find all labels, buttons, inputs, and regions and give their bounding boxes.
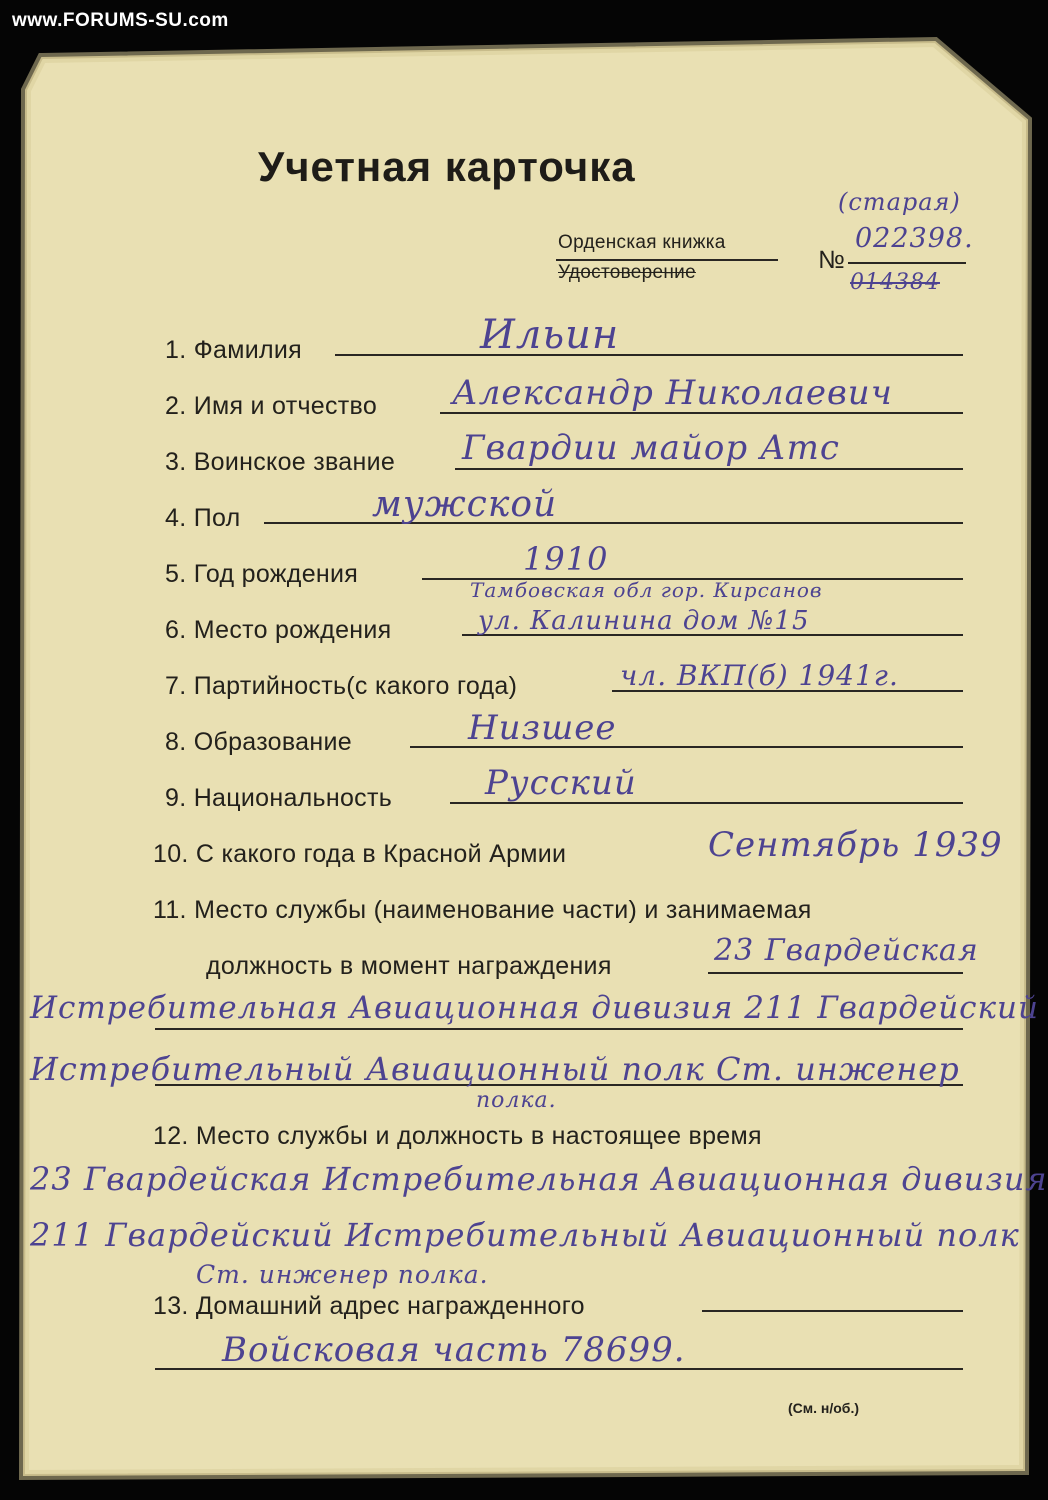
field-2-label: 2. Имя и отчество bbox=[165, 392, 378, 420]
field-8-label: 8. Образование bbox=[165, 728, 352, 756]
field-1-label: 1. Фамилия bbox=[165, 336, 302, 364]
home-address-value: Войсковая часть 78699. bbox=[222, 1330, 686, 1370]
field-3-label: 3. Воинское звание bbox=[165, 448, 396, 476]
service-at-award-value-line1: 23 Гвардейская bbox=[714, 933, 979, 968]
nationality-value: Русский bbox=[485, 763, 637, 803]
field-11-label-line2: должность в момент награждения bbox=[206, 952, 612, 980]
current-service-value-line1: 23 Гвардейская Истребительная Авиационная дивизия bbox=[30, 1160, 1048, 1198]
service-at-award-value-line2: Истребительная Авиационная дивизия 211 Гвардейский bbox=[30, 990, 1039, 1026]
service-at-award-value-line4: полка. bbox=[476, 1088, 557, 1113]
watermark: www.FORUMS-SU.com bbox=[12, 10, 229, 31]
see-reverse-note: (См. н/об.) bbox=[788, 1400, 860, 1416]
certificate-label-struck: Удостоверение bbox=[558, 262, 696, 283]
order-book-underline bbox=[556, 259, 778, 261]
field-4-label: 4. Пол bbox=[165, 504, 241, 532]
old-number-handwritten: 014384 bbox=[850, 270, 940, 295]
birth-year-value: 1910 bbox=[523, 540, 609, 578]
field-12-label: 12. Место службы и должность в настоящее время bbox=[153, 1122, 762, 1150]
sex-value: мужской bbox=[372, 484, 558, 525]
field-1-line bbox=[335, 354, 963, 356]
current-service-value-line3: Ст. инженер полка. bbox=[196, 1260, 489, 1289]
field-3-line bbox=[455, 468, 963, 470]
field-6-label: 6. Место рождения bbox=[165, 616, 392, 644]
surname-value: Ильин bbox=[480, 312, 620, 358]
field-7-label: 7. Партийность(с какого года) bbox=[165, 672, 518, 700]
field-5-label: 5. Год рождения bbox=[165, 560, 359, 588]
order-book-number-handwritten: 022398. bbox=[855, 223, 974, 254]
document-title: Учетная карточка bbox=[258, 143, 636, 190]
field-11-line2 bbox=[155, 1028, 963, 1030]
field-13-label: 13. Домашний адрес награжденного bbox=[153, 1292, 585, 1320]
number-sign: № bbox=[818, 246, 846, 274]
current-service-value-line2: 211 Гвардейский Истребительный Авиационный полк bbox=[30, 1216, 1020, 1254]
field-10-label: 10. С какого года в Красной Армии bbox=[153, 840, 567, 868]
field-13-line1 bbox=[702, 1310, 963, 1312]
army-since-value: Сентябрь 1939 bbox=[708, 825, 1003, 865]
field-9-label: 9. Национальность bbox=[165, 784, 393, 812]
field-4-line bbox=[264, 522, 963, 524]
name-patronymic-value: Александр Николаевич bbox=[452, 373, 893, 413]
service-at-award-value-line3: Истребительный Авиационный полк Ст. инженер bbox=[30, 1050, 960, 1088]
birthplace-value-line1: Тамбовская обл гор. Кирсанов bbox=[470, 578, 823, 602]
field-11-line1 bbox=[708, 972, 963, 974]
field-11-label-line1: 11. Место службы (наименование части) и занимаемая bbox=[153, 896, 812, 924]
military-rank-value: Гвардии майор Атс bbox=[462, 428, 840, 468]
order-book-label: Орденская книжка bbox=[558, 232, 726, 253]
party-value: чл. ВКП(б) 1941г. bbox=[620, 659, 899, 692]
education-value: Низшее bbox=[468, 708, 617, 748]
birthplace-value-line2: ул. Калинина дом №15 bbox=[478, 606, 810, 636]
note-old-handwritten: (старая) bbox=[838, 188, 961, 216]
number-underline bbox=[848, 262, 966, 264]
